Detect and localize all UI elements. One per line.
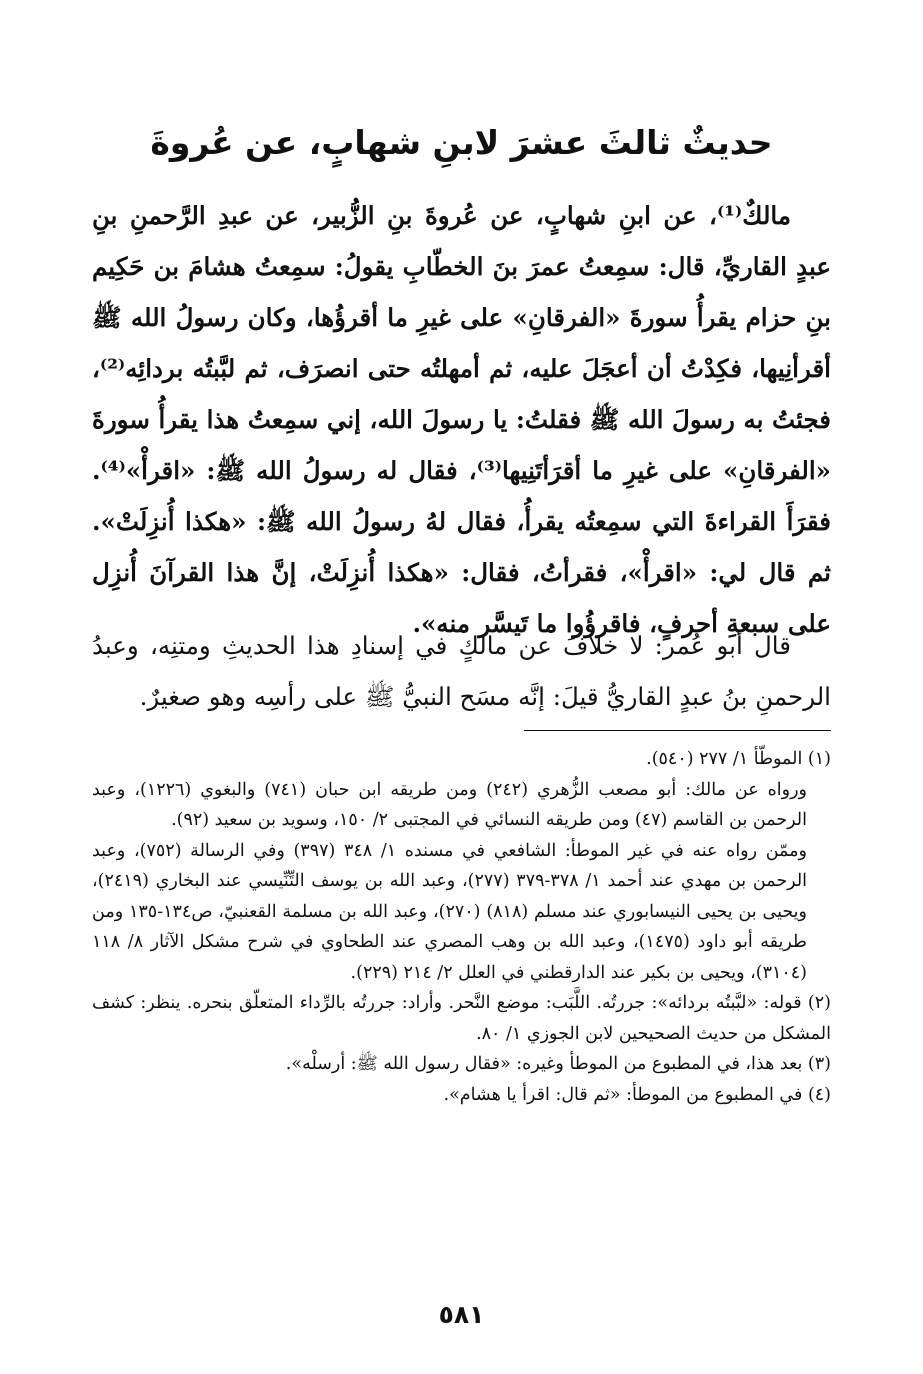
footnotes <box>92 744 831 1110</box>
footnote: (٤) في المطبوع من الموطأ: «ثم قال: اقرأ يا هشام». <box>443 1084 831 1105</box>
chapter-title: حديثٌ ثالثَ عشرَ لابنِ شهابٍ، عن عُروةَ <box>150 123 773 162</box>
footnote: ورواه عن مالك: أبو مصعب الزُّهري (٢٤٢) ومن طريقه ابن حبان (٧٤١) والبغوي (١٢٢٦)، وعبد الرحمن بن القاسم (٤٧) ومن طريقه النسائي في المجتبى ٢/ ١٥٠، وسويد بن سعيد (٩٢). <box>92 779 808 830</box>
page-number: ٥٨١ <box>438 1300 485 1329</box>
footnote: وممّن رواه عنه في غير الموطأ: الشافعي في مسنده ١/ ٣٤٨ (٣٩٧) وفي الرسالة (٧٥٢)، وعبد الرحمن بن مهدي عند أحمد ١/ ٣٧٨-٣٧٩ (٢٧٧)، وعبد الله بن يوسف التِّنِّيسي عند البخاري (٢٤١٩)، ويحيى بن يحيى النيسابوري عند مسلم (٨١٨) (٢٧٠)، وعبد الله بن مسلمة القعنبيّ، ص١٣٤-١٣٥ ومن طريقه أبو داود (١٤٧٥)، وعبد الله بن وهب المصري عند الطحاوي في شرح مشكل الآثار ٨/ ١١٨ (٣١٠٤)، ويحيى بن بكير عند الدارقطني في العلل ٢/ ٢١٤ (٢٢٩). <box>92 840 808 983</box>
hadith-text <box>92 190 831 649</box>
footnote: (١) الموطّأ ١/ ٢٧٧ (٥٤٠). <box>646 749 831 769</box>
footnote: (٣) بعد هذا، في المطبوع من الموطأ وغيره: «فقال رسول الله ﷺ: أرسلْه». <box>285 1054 831 1074</box>
commentary-paragraph: قال أبو عُمر: لا خلافَ عن مالكٍ في إسنادِ هذا الحديثِ ومتنِه، وعبدُ الرحمنِ بنُ عبدٍ القاريُّ قيلَ: إنَّه مسَح النبيُّ ﷺ على رأسِه وهو صغيرٌ. <box>92 631 831 711</box>
footnote: (٢) قوله: «لبَّبتُه بردائه»: جررتُه. اللَّبَب: موضع النَّحر. وأراد: جررتُه بالرِّداء المتعلّق بنحره. ينظر: كشف المشكل من حديث الصحيحين لابن الجوزي ١/ ٨٠. <box>92 993 831 1044</box>
commentary-text <box>92 620 831 722</box>
hadith-paragraph: مالكٌ⁽¹⁾، عن ابنِ شهابٍ، عن عُروةَ بنِ الزُّبير، عن عبدِ الرَّحمنِ بنِ عبدٍ القاريِّ، قال: سمِعتُ عمرَ بنَ الخطّابِ يقولُ: سمِعتُ هشامَ بن حَكِيم بنِ حزام يقرأُ سورةَ «الفرقانِ» على غيرِ ما أقرؤُها، وكان رسولُ الله ﷺ أقرأنِيها، فكِدْتُ أن أعجَلَ عليه، ثم أمهلتُه حتى انصرَف، ثم لبَّبتُه بردائِه⁽²⁾، فجئتُ به رسولَ الله ﷺ فقلتُ: يا رسولَ الله، إني سمِعتُ هذا يقرأُ سورةَ «الفرقانِ» على غيرِ ما أقرَأتَنِيها⁽³⁾، فقال له رسولُ الله ﷺ: «اقرأْ»⁽⁴⁾. فقرَأَ القراءةَ التي سمِعتُه يقرأُ، فقال لهُ رسولُ الله ﷺ: «هكذا أُنزِلَتْ». ثم قال لي: «اقرأْ»، فقرأتُ، فقال: «هكذا أُنزِلَتْ، إنَّ هذا القرآنَ أُنزِل على سبعةِ أحرفٍ، فاقرؤُوا ما تَيسَّر منه». <box>92 201 831 638</box>
footnote-divider <box>524 730 831 731</box>
